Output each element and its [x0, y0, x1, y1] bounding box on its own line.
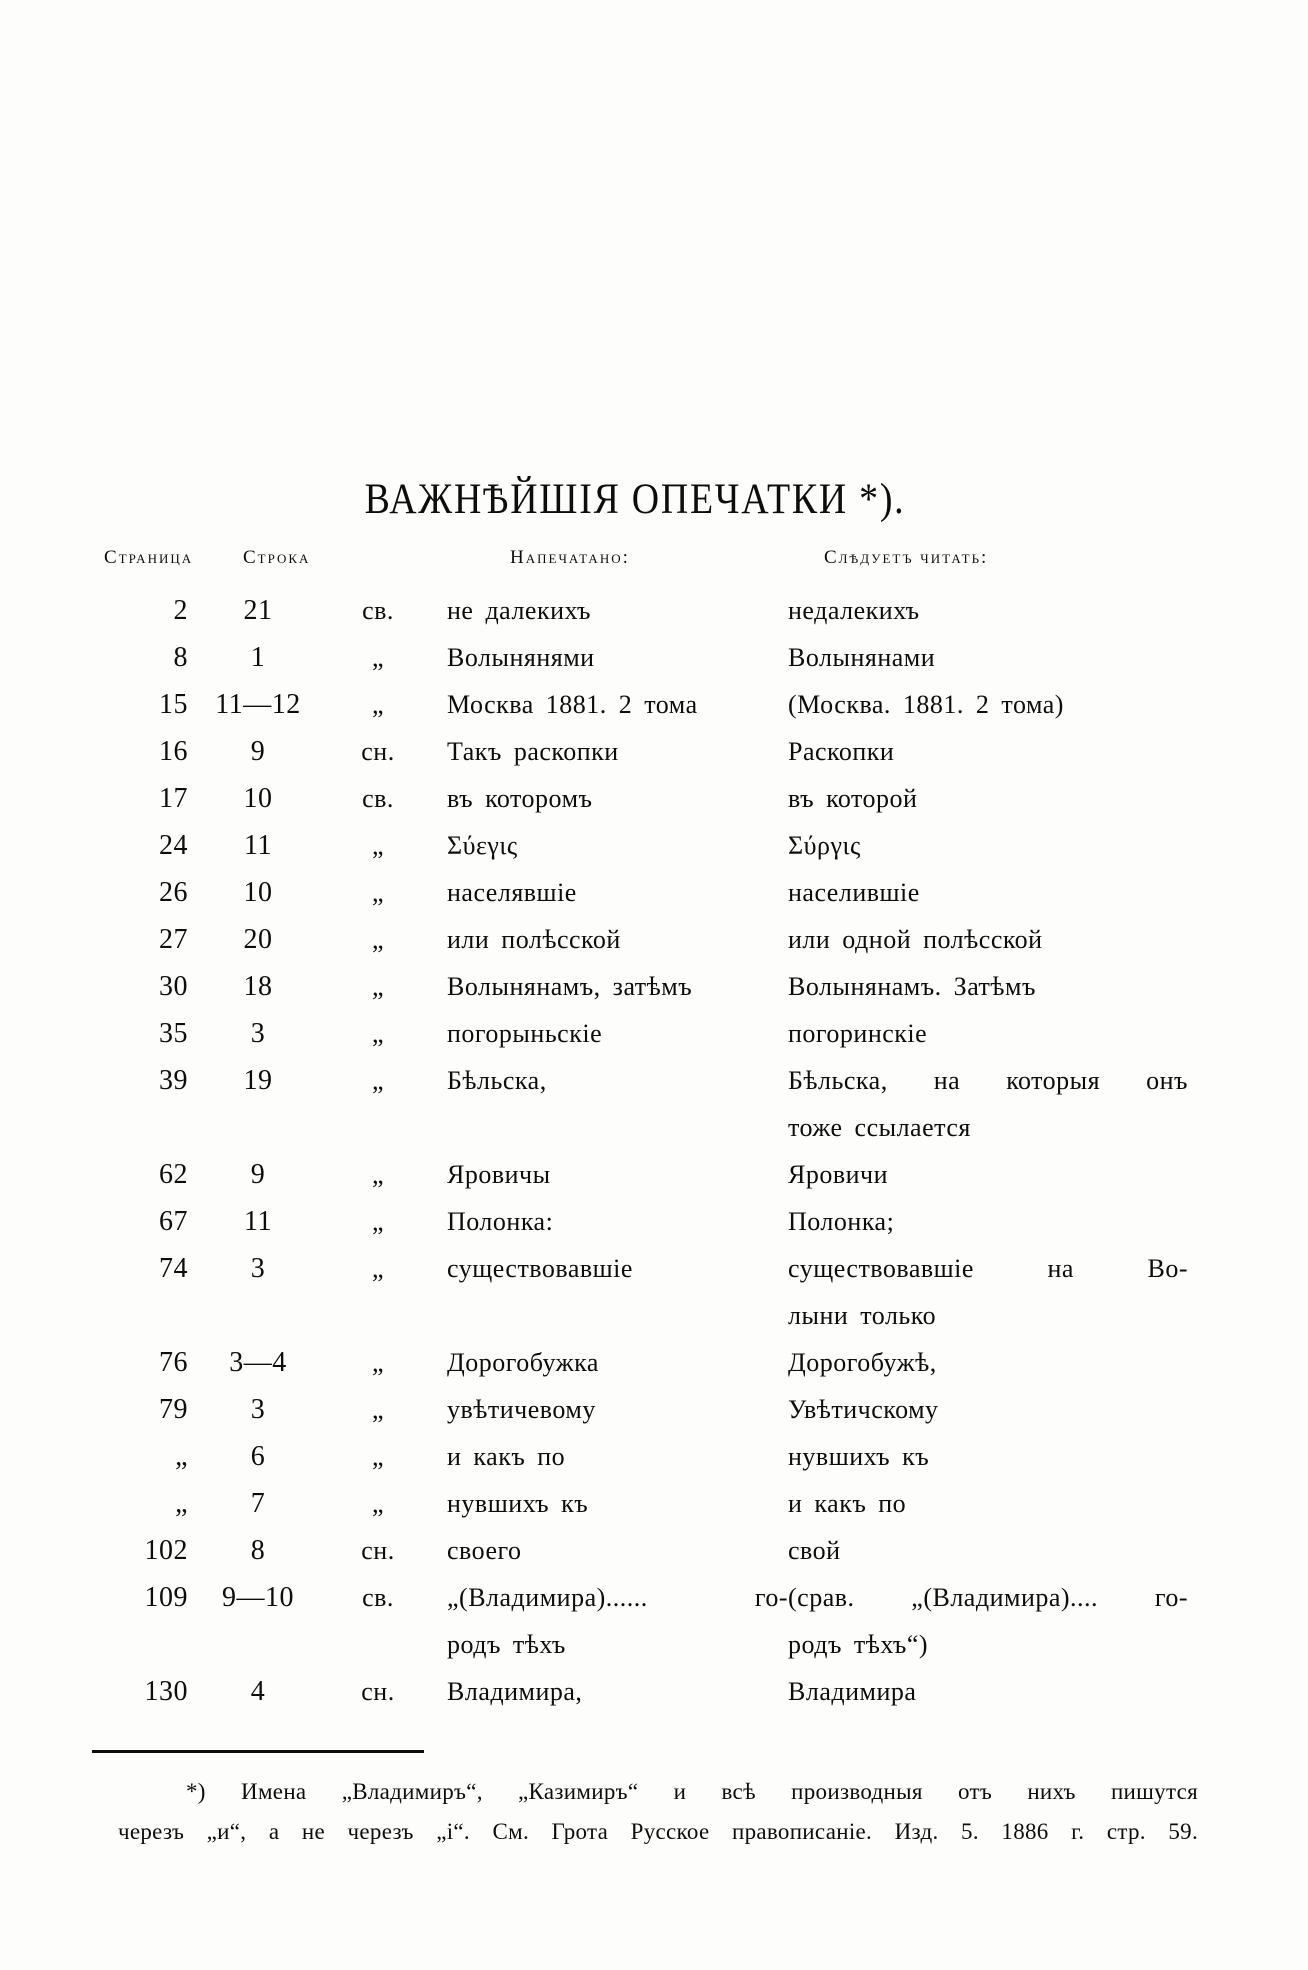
page-cell: 24 [159, 830, 188, 861]
cell-line: Дорогобужѣ, [788, 1348, 937, 1377]
page-cell: 15 [159, 689, 188, 720]
dir-cell: сн. [361, 1677, 395, 1706]
cell-line: недалекихъ [788, 596, 920, 625]
cell-line: Яровичи [788, 1160, 889, 1189]
page-cell: 35 [159, 1018, 188, 1049]
footnote [118, 1772, 1198, 1852]
cell-line: погорыньскіе [447, 1019, 603, 1048]
line-cell: 10 [243, 783, 273, 814]
cell-line: Волынянями [447, 643, 595, 672]
dir-cell: „ [371, 1160, 385, 1189]
dir-cell: св. [362, 596, 394, 625]
page-cell: 130 [144, 1676, 188, 1707]
cell-line: Владимира [788, 1677, 917, 1706]
errata-title: ВАЖНѢЙШІЯ ОПЕЧАТКИ *). [364, 476, 906, 523]
cell-line: существовавшіе [447, 1254, 633, 1283]
footnote-rule [92, 1750, 424, 1753]
cell-line: нувшихъ къ [788, 1442, 930, 1471]
correct-cell [788, 822, 1188, 869]
cell-line: Полонка; [788, 1207, 895, 1236]
printed-cell [428, 1010, 788, 1057]
footnote-line: *) Имена „Владимиръ“, „Казимиръ“ и всѣ производныя отъ нихъ пишутся [186, 1779, 1198, 1804]
table-row [0, 1386, 1308, 1433]
dir-cell: „ [371, 972, 385, 1001]
page-cell: 17 [159, 783, 188, 814]
errata-table [0, 587, 1308, 1715]
correct-cell [788, 963, 1188, 1010]
page-cell: 2 [173, 595, 188, 626]
cell-line: Дорогобужка [447, 1348, 599, 1377]
correct-cell [788, 1668, 1188, 1715]
table-row [0, 1057, 1308, 1151]
cell-line: и какъ по [447, 1442, 566, 1471]
dir-cell: „ [371, 831, 385, 860]
printed-cell [428, 1527, 788, 1574]
line-cell: 4 [250, 1676, 266, 1707]
table-row [0, 1245, 1308, 1339]
cell-line: погоринскіе [788, 1019, 928, 1048]
correct-cell [788, 1151, 1188, 1198]
line-cell: 9 [250, 736, 266, 767]
dir-cell: св. [362, 784, 394, 813]
correct-cell [788, 1198, 1188, 1245]
table-row [0, 1574, 1308, 1668]
dir-cell: „ [371, 1489, 385, 1518]
printed-cell [428, 1151, 788, 1198]
table-row [0, 1527, 1308, 1574]
column-header-printed: Напечатано: [510, 547, 630, 568]
printed-cell [428, 1245, 788, 1339]
column-header-line: Строка [243, 547, 311, 568]
line-cell: 11 [244, 830, 272, 861]
printed-cell [428, 681, 788, 728]
dir-cell: „ [371, 1019, 385, 1048]
dir-cell: „ [371, 1254, 385, 1283]
cell-line: и какъ по [788, 1489, 907, 1518]
printed-cell [428, 1433, 788, 1480]
dir-cell: „ [371, 925, 385, 954]
line-cell: 3 [250, 1018, 266, 1049]
page-cell: 67 [159, 1206, 188, 1237]
line-cell: 3 [250, 1253, 266, 1284]
dir-cell: св. [362, 1583, 394, 1612]
dir-cell: сн. [361, 1536, 395, 1565]
table-row [0, 1668, 1308, 1715]
dir-cell: „ [371, 1442, 385, 1471]
page-cell: 79 [159, 1394, 188, 1425]
cell-line: не далекихъ [447, 596, 591, 625]
printed-cell [428, 1339, 788, 1386]
table-row [0, 634, 1308, 681]
cell-line: Σύργις [788, 831, 861, 860]
page-cell: „ [175, 1488, 188, 1519]
table-row [0, 728, 1308, 775]
page-cell: 39 [159, 1065, 188, 1096]
table-row [0, 681, 1308, 728]
cell-line: (срав. „(Владимира).... го- [788, 1583, 1188, 1612]
dir-cell: сн. [361, 737, 395, 766]
correct-cell [788, 1245, 1188, 1339]
cell-line: Σύεγις [447, 831, 518, 860]
printed-cell [428, 728, 788, 775]
page-cell: 26 [159, 877, 188, 908]
line-cell: 9 [250, 1159, 266, 1190]
page-cell: 27 [159, 924, 188, 955]
dir-cell: „ [371, 690, 385, 719]
printed-cell [428, 1198, 788, 1245]
printed-cell [428, 1057, 788, 1151]
cell-line: Волынянами [788, 643, 936, 672]
correct-cell [788, 1480, 1188, 1527]
cell-line: въ которомъ [447, 784, 593, 813]
dir-cell: „ [371, 1066, 385, 1095]
column-header-correct: Слѣдуетъ читать: [824, 547, 989, 568]
correct-cell [788, 634, 1188, 681]
line-cell: 6 [250, 1441, 266, 1472]
correct-cell [788, 916, 1188, 963]
correct-cell [788, 1057, 1188, 1151]
page-cell: 109 [144, 1582, 188, 1613]
column-header-page: Страница [104, 547, 194, 568]
cell-line: Волынянамъ, затѣмъ [447, 972, 693, 1001]
printed-cell [428, 869, 788, 916]
dir-cell: „ [371, 1395, 385, 1424]
line-cell: 1 [250, 642, 266, 673]
cell-line: Увѣтичскому [788, 1395, 939, 1424]
printed-cell [428, 775, 788, 822]
cell-line: свой [788, 1536, 841, 1565]
dir-cell: „ [371, 1348, 385, 1377]
line-cell: 11—12 [215, 689, 301, 720]
line-cell: 18 [243, 971, 273, 1002]
cell-line: Москва 1881. 2 тома [447, 690, 698, 719]
page-cell: 62 [159, 1159, 188, 1190]
correct-cell [788, 1386, 1188, 1433]
cell-line: своего [447, 1536, 522, 1565]
cell-line: Владимира, [447, 1677, 583, 1706]
table-row [0, 1198, 1308, 1245]
cell-line: Раскопки [788, 737, 895, 766]
cell-line: „(Владимира)...... го- [447, 1583, 788, 1612]
dir-cell: „ [371, 1207, 385, 1236]
line-cell: 10 [243, 877, 273, 908]
cell-line: Такъ раскопки [447, 737, 619, 766]
table-row [0, 963, 1308, 1010]
line-cell: 11 [244, 1206, 272, 1237]
page-cell: 8 [173, 642, 188, 673]
cell-line: Полонка: [447, 1207, 554, 1236]
cell-line: лыни только [788, 1301, 937, 1330]
correct-cell [788, 869, 1188, 916]
correct-cell [788, 587, 1188, 634]
correct-cell [788, 1574, 1188, 1668]
correct-cell [788, 728, 1188, 775]
cell-line: населявшіе [447, 878, 577, 907]
line-cell: 21 [243, 595, 273, 626]
printed-cell [428, 587, 788, 634]
table-row [0, 1433, 1308, 1480]
cell-line: существовавшіе на Во- [788, 1254, 1188, 1283]
table-row [0, 1010, 1308, 1057]
cell-line: (Москва. 1881. 2 тома) [788, 690, 1064, 719]
correct-cell [788, 1527, 1188, 1574]
cell-line: или одной полѣсской [788, 925, 1043, 954]
printed-cell [428, 634, 788, 681]
printed-cell [428, 1574, 788, 1668]
line-cell: 8 [250, 1535, 266, 1566]
cell-line: Бѣльска, на которыя онъ [788, 1066, 1188, 1095]
printed-cell [428, 1480, 788, 1527]
page-cell: 16 [159, 736, 188, 767]
line-cell: 20 [243, 924, 273, 955]
line-cell: 9—10 [222, 1582, 294, 1613]
dir-cell: „ [371, 643, 385, 672]
line-cell: 7 [250, 1488, 266, 1519]
cell-line: въ которой [788, 784, 918, 813]
cell-line: тоже ссылается [788, 1113, 971, 1142]
table-row [0, 822, 1308, 869]
printed-cell [428, 916, 788, 963]
cell-line: нувшихъ къ [447, 1489, 589, 1518]
cell-line: Волынянамъ. Затѣмъ [788, 972, 1036, 1001]
table-row [0, 587, 1308, 634]
correct-cell [788, 1433, 1188, 1480]
correct-cell [788, 681, 1188, 728]
footnote-line: черезъ „и“, а не черезъ „і“. См. Грота Русское правописаніе. Изд. 5. 1886 г. стр. 59. [118, 1819, 1198, 1844]
table-row [0, 916, 1308, 963]
cell-line: Бѣльска, [447, 1066, 547, 1095]
cell-line: увѣтичевому [447, 1395, 596, 1424]
table-row [0, 1480, 1308, 1527]
printed-cell [428, 1668, 788, 1715]
page-cell: 30 [159, 971, 188, 1002]
cell-line: Яровичы [447, 1160, 551, 1189]
page-cell: 102 [144, 1535, 188, 1566]
printed-cell [428, 822, 788, 869]
cell-line: или полѣсской [447, 925, 621, 954]
page-cell: 74 [159, 1253, 188, 1284]
page-cell: „ [175, 1441, 188, 1472]
cell-line: населившіе [788, 878, 920, 907]
correct-cell [788, 1010, 1188, 1057]
cell-line: родъ тѣхъ“) [788, 1630, 929, 1659]
table-row [0, 775, 1308, 822]
table-row [0, 869, 1308, 916]
table-row [0, 1339, 1308, 1386]
printed-cell [428, 1386, 788, 1433]
table-row [0, 1151, 1308, 1198]
page-cell: 76 [159, 1347, 188, 1378]
line-cell: 3—4 [229, 1347, 287, 1378]
dir-cell: „ [371, 878, 385, 907]
cell-line: родъ тѣхъ [447, 1630, 566, 1659]
line-cell: 3 [250, 1394, 266, 1425]
line-cell: 19 [243, 1065, 273, 1096]
printed-cell [428, 963, 788, 1010]
correct-cell [788, 1339, 1188, 1386]
correct-cell [788, 775, 1188, 822]
